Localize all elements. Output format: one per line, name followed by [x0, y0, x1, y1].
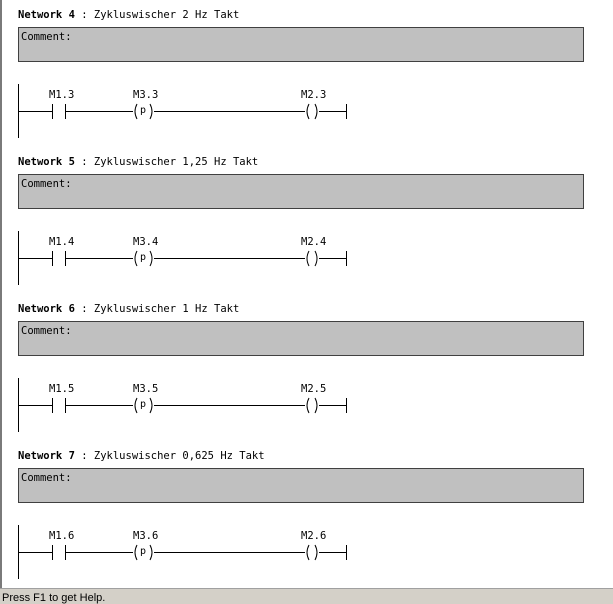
pcoil-right-arc	[150, 545, 152, 560]
coil-left-arc	[307, 398, 309, 413]
coil-address[interactable]: M2.3	[301, 89, 327, 101]
pcoil-left-arc	[135, 545, 137, 560]
comment-box[interactable]	[18, 321, 584, 356]
contact-address[interactable]: M1.4	[49, 236, 75, 248]
pcoil-left-arc	[135, 398, 137, 413]
pcoil-symbol: p	[140, 252, 147, 263]
network-title-text: Zykluswischer 2 Hz Takt	[93, 9, 240, 21]
pcoil-left-arc	[135, 251, 137, 266]
coil-right-arc	[315, 545, 317, 560]
coil-right-arc	[315, 104, 317, 119]
comment-box[interactable]	[18, 174, 584, 209]
network-title-text: Zykluswischer 1 Hz Takt	[93, 303, 240, 315]
pcoil-right-arc	[150, 398, 152, 413]
pcoil-address[interactable]: M3.4	[133, 236, 159, 248]
rung	[0, 519, 360, 579]
coil-right-arc	[315, 398, 317, 413]
title-separator: :	[81, 9, 88, 21]
contact-address[interactable]: M1.3	[49, 89, 75, 101]
comment-box[interactable]	[18, 27, 584, 62]
network-number: Network 6	[18, 303, 75, 315]
status-bar	[0, 588, 613, 604]
network-title[interactable]	[18, 302, 239, 316]
network-title-text: Zykluswischer 1,25 Hz Takt	[93, 156, 259, 168]
pcoil-symbol: p	[140, 105, 147, 116]
comment-box[interactable]	[18, 468, 584, 503]
pcoil-right-arc	[150, 251, 152, 266]
coil-left-arc	[307, 545, 309, 560]
network-number: Network 4	[18, 9, 75, 21]
contact-address[interactable]: M1.6	[49, 530, 75, 542]
rung-diagram	[0, 519, 360, 579]
pcoil-symbol: p	[140, 546, 147, 557]
coil-address[interactable]: M2.6	[301, 530, 327, 542]
rung-diagram	[0, 78, 360, 138]
coil-left-arc	[307, 104, 309, 119]
coil-right-arc	[315, 251, 317, 266]
pcoil-right-arc	[150, 104, 152, 119]
title-separator: :	[81, 156, 88, 168]
rung-diagram	[0, 372, 360, 432]
title-separator: :	[81, 450, 88, 462]
coil-left-arc	[307, 251, 309, 266]
coil-address[interactable]: M2.5	[301, 383, 327, 395]
pcoil-address[interactable]: M3.6	[133, 530, 159, 542]
network-number: Network 7	[18, 450, 75, 462]
network-title[interactable]	[18, 449, 265, 463]
rung	[0, 225, 360, 285]
comment-label: Comment:	[21, 325, 72, 337]
network-title[interactable]	[18, 8, 239, 22]
coil-address[interactable]: M2.4	[301, 236, 327, 248]
comment-label: Comment:	[21, 472, 72, 484]
network-title-text: Zykluswischer 0,625 Hz Takt	[93, 450, 265, 462]
comment-label: Comment:	[21, 31, 72, 43]
comment-label: Comment:	[21, 178, 72, 190]
network-number: Network 5	[18, 156, 75, 168]
network-title[interactable]	[18, 155, 258, 169]
pcoil-symbol: p	[140, 399, 147, 410]
rung	[0, 78, 360, 138]
rung-diagram	[0, 225, 360, 285]
pcoil-address[interactable]: M3.3	[133, 89, 159, 101]
pcoil-left-arc	[135, 104, 137, 119]
title-separator: :	[81, 303, 88, 315]
pcoil-address[interactable]: M3.5	[133, 383, 159, 395]
rung	[0, 372, 360, 432]
status-text: Press F1 to get Help.	[2, 592, 106, 604]
contact-address[interactable]: M1.5	[49, 383, 75, 395]
